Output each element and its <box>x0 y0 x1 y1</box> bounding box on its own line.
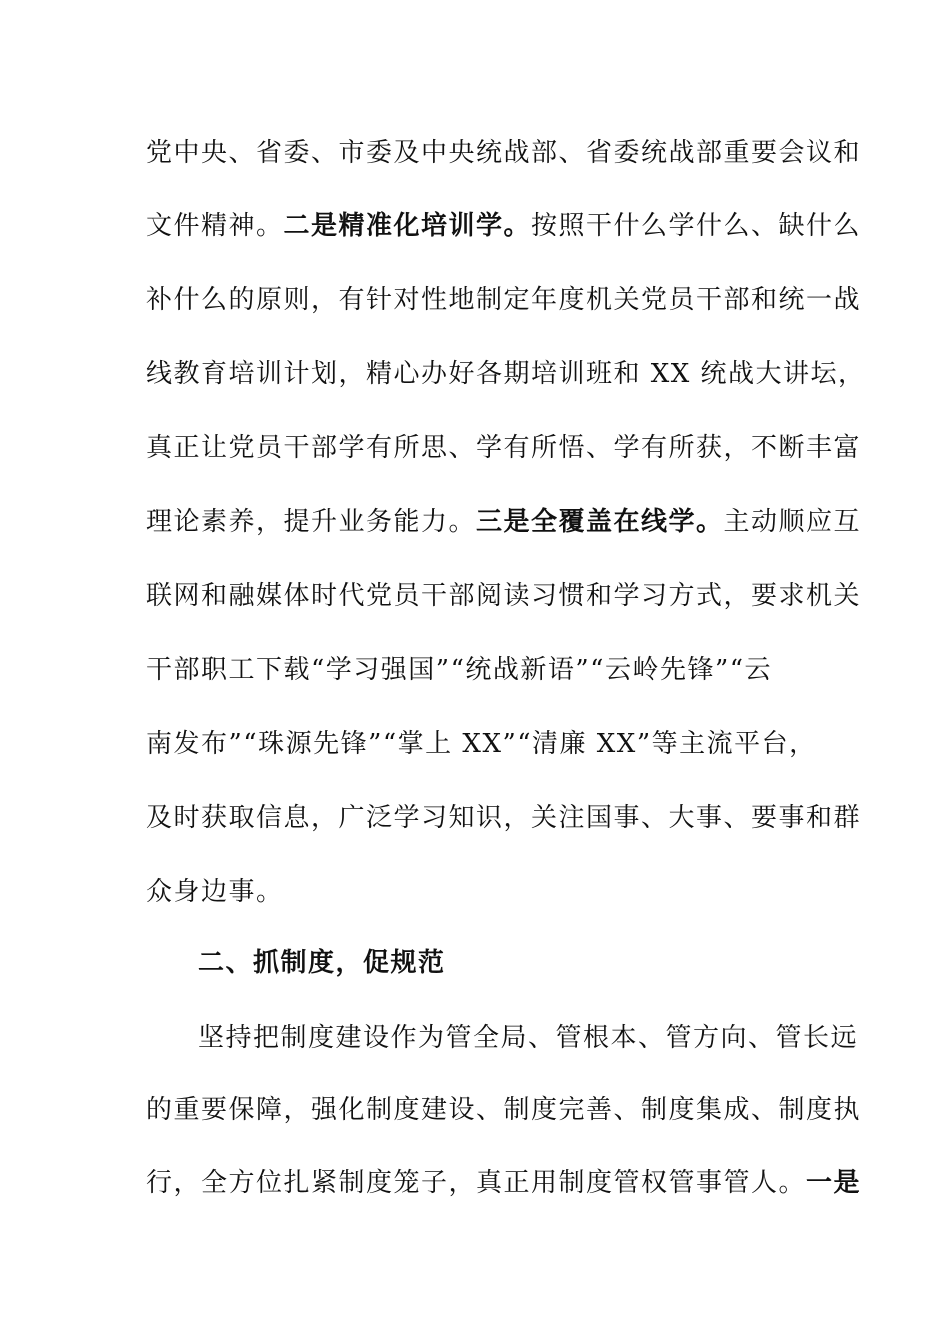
paragraph-line: 及时获取信息，广泛学习知识，关注国事、大事、要事和群 <box>146 803 862 833</box>
paragraph-line <box>146 502 862 542</box>
paragraph-line: 南发布”“珠源先锋”“掌上 XX”“清廉 XX”等主流平台， <box>146 729 817 759</box>
paragraph-line: 干部职工下载“学习强国”“统战新语”“云岭先锋”“云 <box>146 655 773 685</box>
paragraph-line <box>146 1163 862 1203</box>
bold-subheading: 二是精准化培训学。 <box>283 211 532 241</box>
paragraph-line: 坚持把制度建设作为管全局、管根本、管方向、管长远 <box>198 1023 859 1053</box>
paragraph-line: 党中央、省委、市委及中央统战部、省委统战部重要会议和 <box>146 138 862 168</box>
paragraph-line: 线教育培训计划，精心办好各期培训班和 XX 统战大讲坛， <box>146 359 866 389</box>
paragraph-line: 真正让党员干部学有所思、学有所悟、学有所获，不断丰富 <box>146 433 862 463</box>
bold-subheading: 三是全覆盖在线学。 <box>476 507 724 537</box>
text-run: 行，全方位扎紧制度笼子，真正用制度管权管事管人。 <box>146 1168 807 1198</box>
text-run: 文件精神。 <box>146 211 284 241</box>
paragraph-line: 的重要保障，强化制度建设、制度完善、制度集成、制度执 <box>146 1095 862 1125</box>
paragraph-line: 联网和融媒体时代党员干部阅读习惯和学习方式，要求机关 <box>146 581 862 611</box>
text-run: 主动顺应互 <box>723 507 862 537</box>
paragraph-line: 补什么的原则，有针对性地制定年度机关党员干部和统一战 <box>146 285 862 315</box>
paragraph-line <box>146 206 862 246</box>
paragraph-line: 众身边事。 <box>146 877 284 907</box>
section-heading: 二、抓制度，促规范 <box>198 948 446 978</box>
text-run: 理论素养，提升业务能力。 <box>146 507 477 537</box>
bold-subheading: 一是 <box>806 1168 862 1198</box>
text-run: 按照干什么学什么、缺什么 <box>531 211 862 241</box>
